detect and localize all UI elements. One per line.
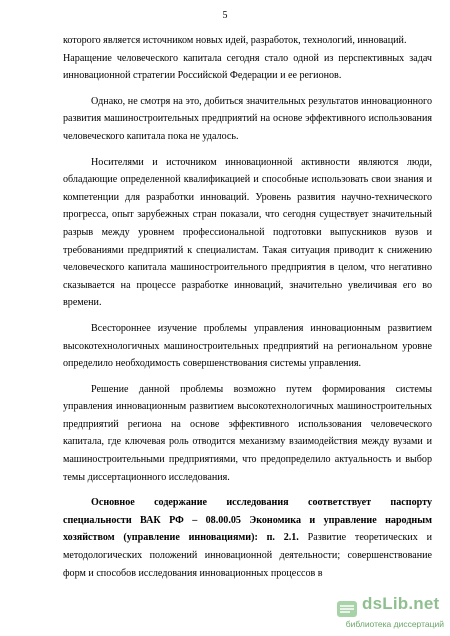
dslib-logo-icon bbox=[336, 598, 358, 620]
paragraph-2: Наращение человеческого капитала сегодня стало одной из перспективных задач инновационной стратегии Российской Федерации и ее регионов. bbox=[63, 52, 432, 82]
paragraph-6: Решение данной проблемы возможно путем формирования системы управления инновационным развитием высокотехнологичных машиностроительных предприятий региона на основе эффективного использования человеческого капитала, где ключевая роль отводится механизму взаимодействия между вузами и машиностроительными предприятиями, что предопределило актуальность и выбор темы диссертационного исследования. bbox=[63, 383, 432, 483]
paragraph-7-bold: Основное содержание исследования соответствует паспорту специальности ВАК РФ – 08.00.05 Экономика и управление народным хозяйством (управление инновациями): п. 2.1. bbox=[63, 497, 432, 544]
page-number: 5 bbox=[222, 10, 228, 21]
paragraph-4: Носителями и источником инновационной активности являются люди, обладающие определенной квалификацией и способные использовать свои знания и компетенции для разработки инноваций. Уровень развития научно-технического прогресса, опыт зарубежных стран показали, что сегодня существует значительный разрыв между уровнем профессиональной подготовки выпускников вузов и требованиями предприятий к специалистам. Такая ситуация приводит к снижению человеческого капитала машиностроительного предприятия в целом, что негативно сказывается на процессе разработке инноваций, значительно увеличивая его во времени. bbox=[63, 156, 432, 309]
paragraph-7 bbox=[63, 494, 432, 582]
dslib-watermark bbox=[332, 592, 444, 632]
paragraph-7-text: Развитие теоретических и методологических положений инновационной деятельности; совершенствование форм и способов исследования инновационных процессов в bbox=[63, 532, 432, 579]
paragraph-3: Однако, не смотря на это, добиться значительных результатов инновационного развития машиностроительных предприятий на основе эффективного использования человеческого капитала пока не удалось. bbox=[63, 95, 432, 142]
watermark-title: dsLib.net bbox=[362, 594, 440, 613]
paragraph-5: Всестороннее изучение проблемы управления инновационным развитием высокотехнологичных машиностроительных предприятий на региональном уровне определило необходимость совершенствования системы управления. bbox=[63, 322, 432, 370]
watermark-subtitle: библиотека диссертаций bbox=[345, 619, 444, 629]
document-body bbox=[63, 32, 432, 582]
paragraph-1: которого является источником новых идей, разработок, технологий, инноваций. bbox=[63, 35, 407, 46]
